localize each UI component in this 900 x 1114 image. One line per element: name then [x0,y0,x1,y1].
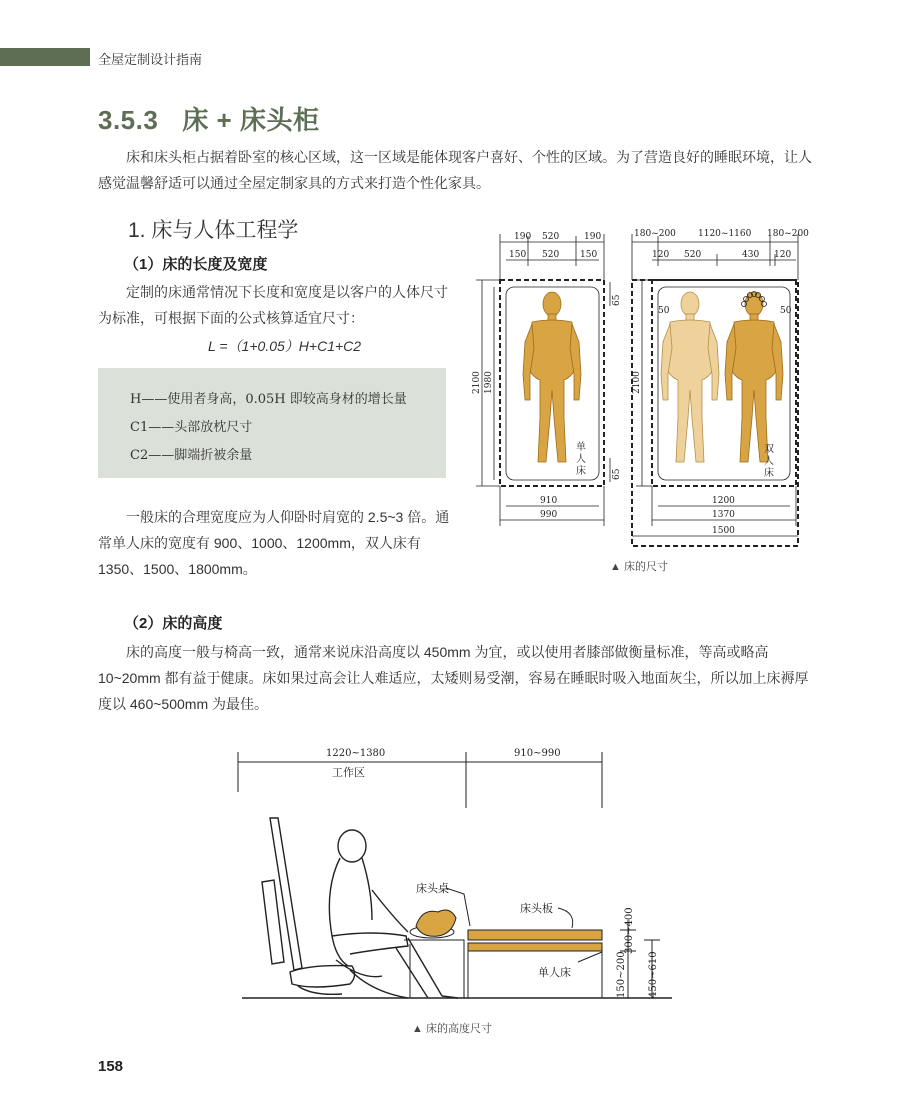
bed-size-figure [462,222,812,552]
dim-double-width-outer: 1500 [712,526,735,536]
definition-c1: C1——头部放枕尺寸 [130,420,253,435]
dim-double-top-2: 1120~1160 [698,229,752,239]
dim-double-top-3: 180~200 [767,229,809,239]
human-figure-double-right [725,292,783,462]
work-area-label: 工作区 [332,766,365,779]
dim-double-length-outer: 2100 [632,371,642,394]
dim-single-top-3: 190 [584,232,602,242]
definition-c2: C2——脚端折被余量 [130,448,253,463]
label-double-bed-1: 双 [764,444,774,455]
figure2-caption: ▲ 床的高度尺寸 [412,1023,492,1035]
dim-single-length-inner: 1980 [484,371,494,394]
figure1-caption: ▲ 床的尺寸 [610,561,668,573]
definition-box [98,368,446,478]
section-number: 3.5.3 [98,105,159,135]
dim-double-width-mid: 1370 [712,510,735,520]
dim-double-width-inner: 1200 [712,496,735,506]
dim-single-top-2: 520 [542,232,560,242]
dim-bed-width: 910~990 [514,748,561,759]
bed-height-figure [232,740,682,1012]
dim-single-inner-2: 520 [542,250,560,260]
dim-single-width-inner: 910 [540,496,558,506]
dim-double-top-1: 180~200 [634,229,676,239]
label-double-bed-3: 床 [764,468,774,479]
dim-double-side-right: 50 [780,306,792,316]
bed-illustration [468,930,602,998]
label-single-bed-3: 床 [576,466,586,477]
part1-title: （1）床的长度及宽度 [124,256,268,273]
header-accent-bar [0,48,90,66]
definition-h: H——使用者身高，0.05H 即较高身材的增长量 [130,392,407,407]
dim-double-inner-1: 120 [652,250,670,260]
dim-double-side-left: 50 [658,306,670,316]
dim-double-inner-3: 430 [742,250,760,260]
dim-total-height: 450~610 [648,951,659,998]
human-figure-double-left [661,292,719,462]
dim-single-width-outer: 990 [540,510,558,520]
section-heading [98,100,319,137]
dim-single-top-1: 190 [514,232,532,242]
dim-work-width: 1220~1380 [326,748,386,759]
height-paragraph: 床的高度一般与椅高一致，通常来说床沿高度以 450mm 为宜，或以使用者膝部做衡量标准，等高或略高 10~20mm 都有益于健康。床如果过高会让人难适应，太矮则易受潮，容易在睡眠时吸入地面灰尘，所以加上床褥厚度以 460~500mm 为最佳。 [98,644,809,712]
dim-single-side-bottom: 65 [612,468,622,480]
label-double-bed-2: 人 [764,456,774,467]
nightstand-illustration [404,910,464,998]
intro-paragraph: 床和床头柜占据着卧室的核心区域，这一区域是能体现客户喜好、个性的区域。为了营造良好的睡眠环境，让人感觉温馨舒适可以通过全屋定制家具的方式来打造个性化家具。 [98,149,812,191]
running-header: 全屋定制设计指南 [98,52,203,67]
single-bed-label: 单人床 [538,966,571,979]
part2-title: （2）床的高度 [124,615,223,632]
formula [208,336,361,356]
label-single-bed-2: 人 [576,454,586,465]
dim-double-inner-4: 120 [774,250,792,260]
dim-single-length-outer: 2100 [472,371,482,394]
label-single-bed-1: 单 [576,442,586,453]
dim-double-inner-2: 520 [684,250,702,260]
length-paragraph: 定制的床通常情况下长度和宽度是以客户的人体尺寸为标准，可根据下面的公式核算适宜尺寸： [98,284,448,326]
subsection-title: 1. 床与人体工程学 [128,219,299,242]
section-title: 床 + 床头柜 [182,105,320,135]
page-number: 158 [98,1058,124,1075]
human-figure-single [523,292,581,462]
headboard-label: 床头板 [520,902,553,915]
formula-text: L =（1+0.05）H+C1+C2 [208,338,362,354]
width-paragraph: 一般床的合理宽度应为人仰卧时肩宽的 2.5~3 倍。通常单人床的宽度有 900、1000、1200mm，双人床有 1350、1500、1800mm。 [98,509,450,577]
dim-single-inner-3: 150 [580,250,598,260]
dim-single-side-top: 65 [612,294,622,306]
dim-headboard-height: 300~400 [624,907,635,954]
dim-single-inner-1: 150 [509,250,527,260]
dim-mattress-height: 150~200 [616,951,627,998]
nightstand-label: 床头桌 [416,882,449,895]
chair-illustration [262,818,355,994]
